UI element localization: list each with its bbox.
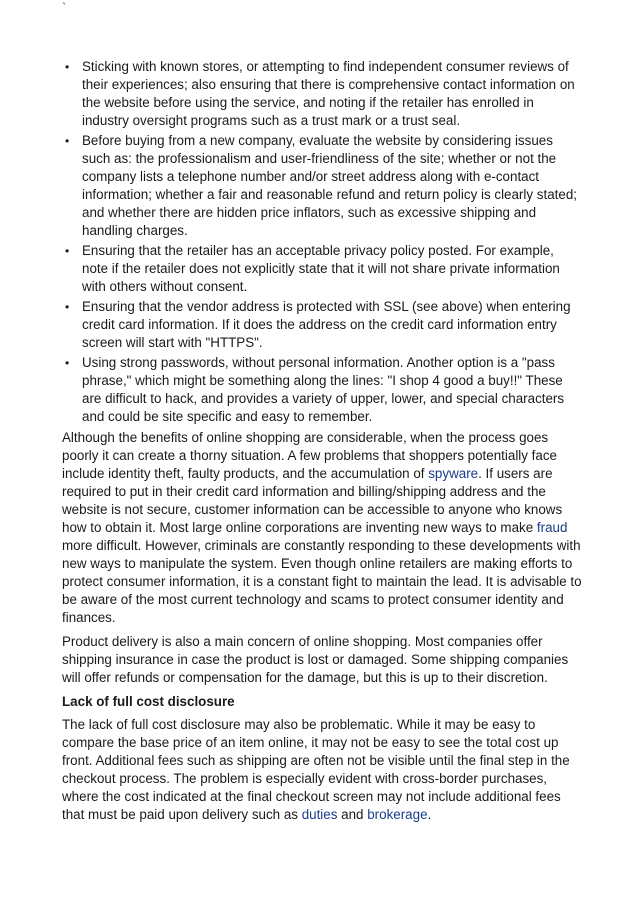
list-item-text: Sticking with known stores, or attempting to find independent consumer reviews of their experiences; also ensuring that there is comprehensive contact information on the website before using the service, and noting if the retailer has enrolled in industry oversight programs such as a trust mark or a trust seal. xyxy=(82,59,575,128)
section-heading: Lack of full cost disclosure xyxy=(62,694,235,709)
paragraph-text: The lack of full cost disclosure may also be problematic. While it may be easy to compare the base price of an item online, it may not be easy to see the total cost up front. Additional fees such as shipping are often not be visible until the final step in the checkout process. The problem is especially evident with cross-border purchases, where the cost indicated at the final checkout screen may not include additional fees that must be paid upon delivery such as xyxy=(62,717,570,822)
paragraph-text: Although the benefits of online shopping are considerable, when the process goes poorly it can create a thorny situation. A few problems that shoppers potentially face include identity theft, faulty products, and the accumulation of xyxy=(62,430,557,481)
corner-mark: ` xyxy=(62,0,67,15)
paragraph-text: . If users are required to put in their credit card information and billing/shipping address and the website is not secure, customer information can be accessible to anyone who knows how to obtain it. Most large online corporations are inventing new ways to make xyxy=(62,466,563,535)
tips-list xyxy=(62,58,582,426)
list-item xyxy=(62,242,582,296)
list-item xyxy=(62,298,582,352)
list-item xyxy=(62,132,582,240)
list-item-text: Ensuring that the vendor address is protected with SSL (see above) when entering credit card information. If it does the address on the credit card information entry screen will start with "HTTPS". xyxy=(82,299,571,350)
list-item-text: Before buying from a new company, evaluate the website by considering issues such as: the professionalism and user-friendliness of the site; whether or not the company lists a telephone number and/or street address along with e-contact information; whether a fair and reasonable refund and return policy is clearly stated; and whether there are hidden price inflators, such as excessive shipping and handling charges. xyxy=(82,133,577,238)
duties-link[interactable]: duties xyxy=(301,807,338,822)
list-item xyxy=(62,58,582,130)
bullet-icon: • xyxy=(65,244,70,258)
paragraph-text: . xyxy=(427,807,432,822)
bullet-icon: • xyxy=(65,300,70,314)
paragraph-text: and xyxy=(337,807,368,822)
list-item-text: Using strong passwords, without personal information. Another option is a "pass phrase," which might be something along the lines: "I shop 4 good a buy!!" These are difficult to hack, and provides a variety of upper, lower, and special characters and could be site specific and easy to remember. xyxy=(82,355,565,424)
fraud-link[interactable]: fraud xyxy=(536,520,568,535)
bullet-icon: • xyxy=(65,60,70,74)
brokerage-link[interactable]: brokerage xyxy=(367,807,428,822)
list-item-text: Ensuring that the retailer has an acceptable privacy policy posted. For example, note if the retailer does not explicitly state that it will not share private information with others without consent. xyxy=(82,243,560,294)
risks-paragraph xyxy=(62,429,582,627)
cost-paragraph xyxy=(62,716,582,824)
list-item xyxy=(62,354,582,426)
spyware-link[interactable]: spyware xyxy=(428,466,479,481)
bullet-icon: • xyxy=(65,356,70,370)
delivery-paragraph: Product delivery is also a main concern of online shopping. Most companies offer shipping insurance in case the product is lost or damaged. Some shipping companies will offer refunds or compensation for the damage, but this is up to their discretion. xyxy=(62,634,569,685)
paragraph-text: more difficult. However, criminals are constantly responding to these developments with new ways to manipulate the system. Even though online retailers are making efforts to protect consumer information, it is a constant fight to maintain the lead. It is advisable to be aware of the most current technology and scams to protect consumer identity and finances. xyxy=(62,538,582,625)
document-body xyxy=(62,58,582,830)
bullet-icon: • xyxy=(65,134,70,148)
